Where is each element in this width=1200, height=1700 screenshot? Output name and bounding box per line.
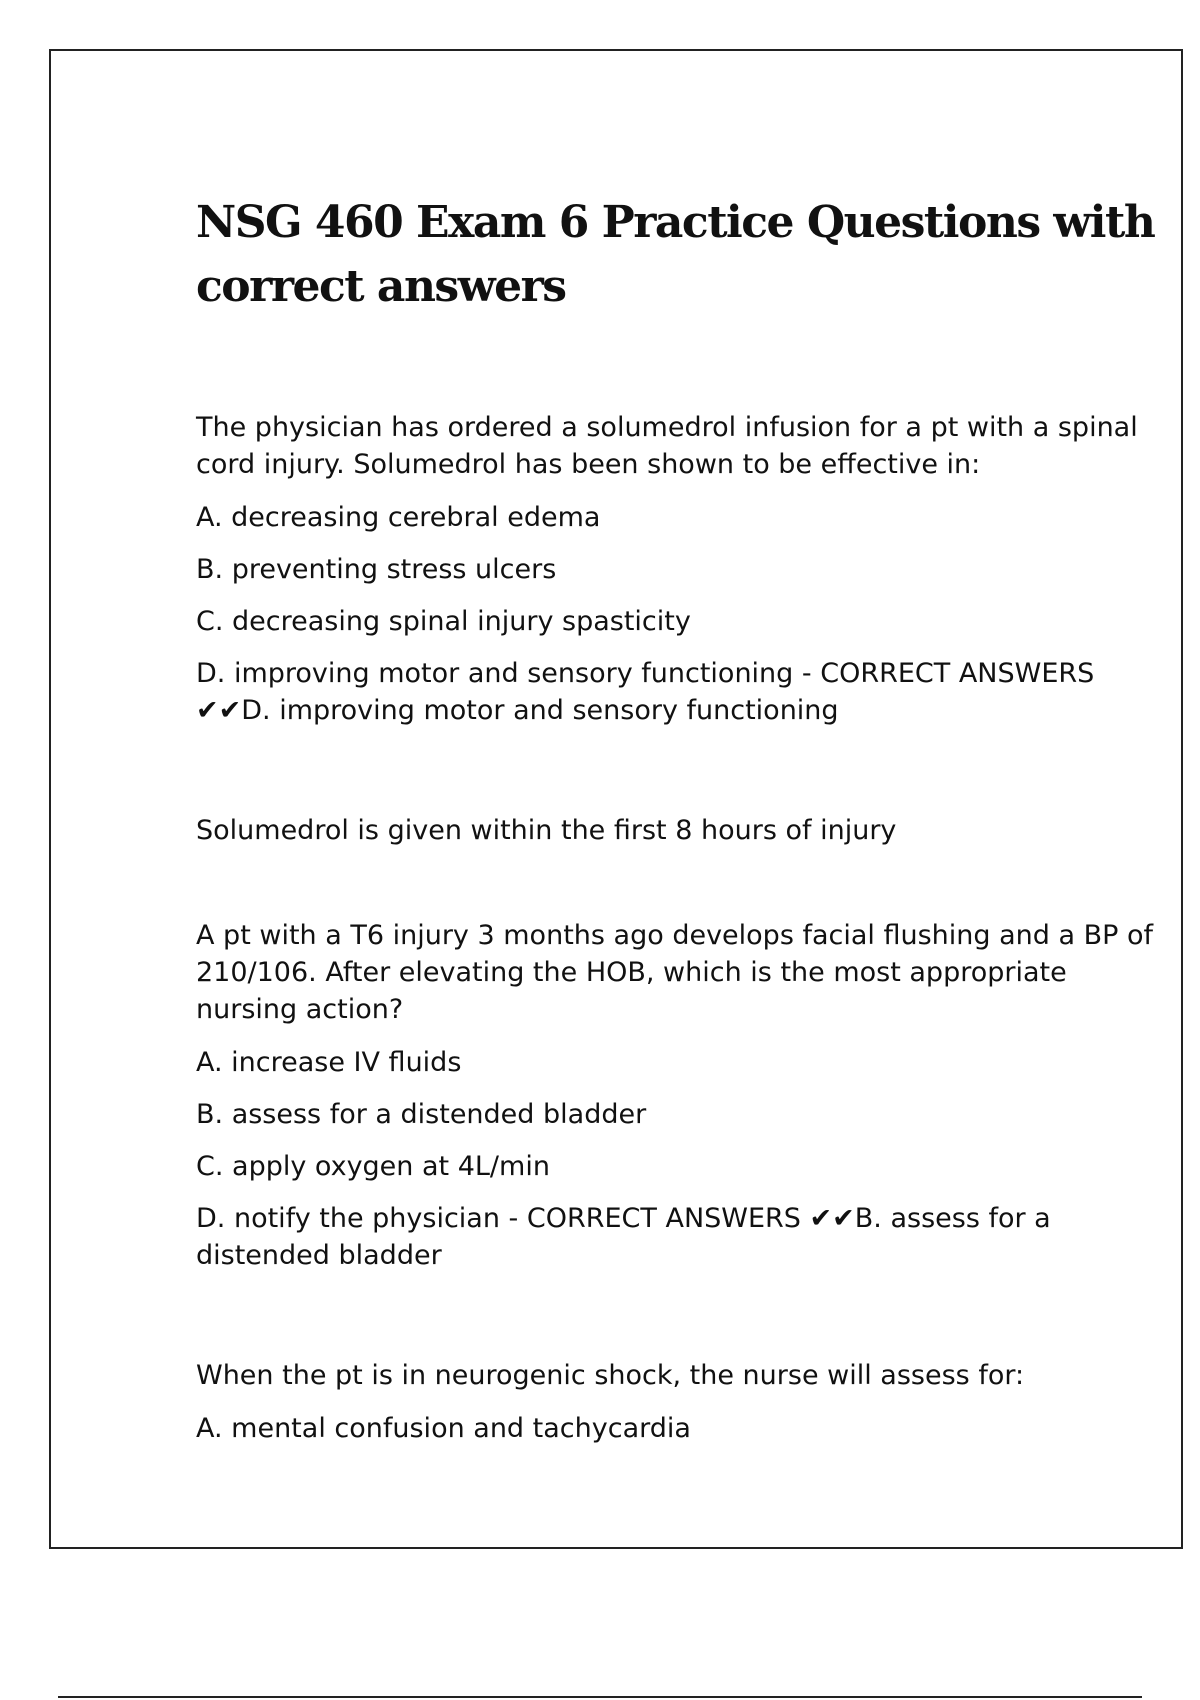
answer-option: B. preventing stress ulcers — [196, 554, 557, 585]
answer-option: B. assess for a distended bladder — [196, 1099, 647, 1130]
question-block-3 — [196, 1357, 1156, 1447]
spacer — [196, 744, 1156, 812]
document-title: NSG 460 Exam 6 Practice Questions with correct answers — [196, 197, 1155, 312]
answer-option: A. decreasing cerebral edema — [196, 502, 601, 533]
answer-option: C. apply oxygen at 4L/min — [196, 1151, 550, 1182]
footer-divider — [58, 1696, 1142, 1698]
question-block-2 — [196, 917, 1156, 1274]
spacer — [196, 849, 1156, 917]
document-content — [196, 191, 1156, 1462]
question-block-1 — [196, 409, 1156, 849]
rationale-note: Solumedrol is given within the first 8 hours of injury — [196, 815, 897, 846]
answer-option: A. increase IV fluids — [196, 1047, 462, 1078]
answer-option: C. decreasing spinal injury spasticity — [196, 606, 691, 637]
question-text: The physician has ordered a solumedrol infusion for a pt with a spinal cord injury. Solumedrol has been shown to be effective in: — [196, 412, 1138, 480]
question-text: A pt with a T6 injury 3 months ago develops facial flushing and a BP of 210/106. After elevating the HOB, which is the most appropriate nursing action? — [196, 920, 1154, 1025]
spacer — [196, 1289, 1156, 1357]
answer-option: A. mental confusion and tachycardia — [196, 1413, 691, 1444]
answer-option-correct: D. notify the physician - CORRECT ANSWERS ✔✔B. assess for a distended bladder — [196, 1203, 1051, 1271]
answer-option-correct: D. improving motor and sensory functioning - CORRECT ANSWERS ✔✔D. improving motor and sensory functioning — [196, 658, 1095, 726]
page-frame — [49, 49, 1183, 1549]
question-text: When the pt is in neurogenic shock, the nurse will assess for: — [196, 1360, 1025, 1391]
